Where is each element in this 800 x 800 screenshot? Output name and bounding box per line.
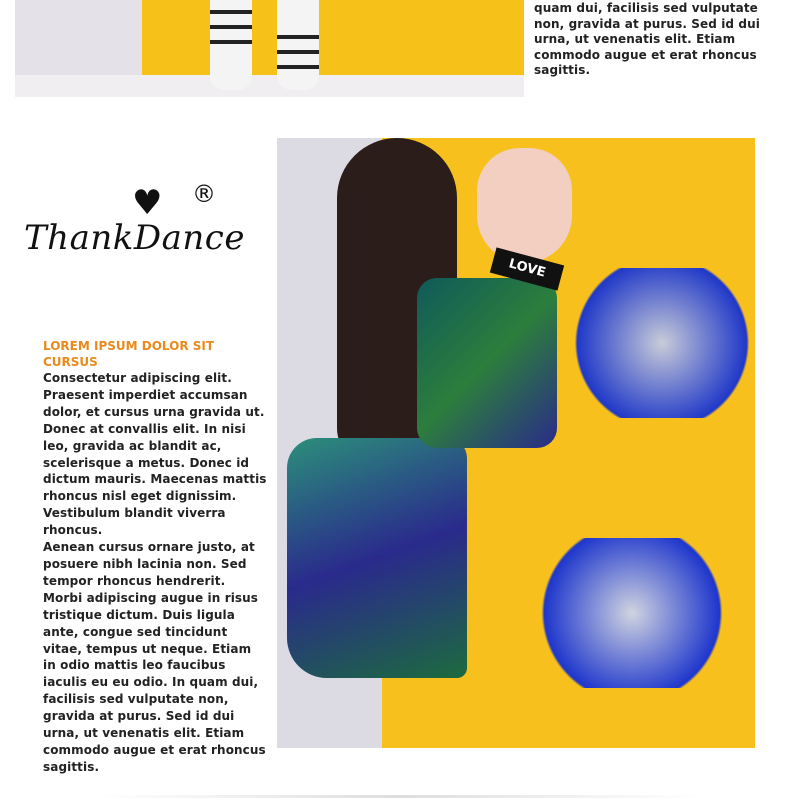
sequin-top <box>417 278 557 448</box>
pompom <box>527 538 737 688</box>
text-line: urna, ut venenatis elit. Etiam <box>534 32 736 46</box>
pompom <box>567 268 755 418</box>
text-line: commodo augue et erat rhoncus <box>534 47 757 62</box>
face <box>477 148 572 263</box>
section-body <box>43 370 268 776</box>
paragraph: Consectetur adipiscing elit. Praesent imperdiet accumsan dolor, et cursus urna gravida ut. Donec at convallis elit. In nisi leo, gravida ac blandit ac, scelerisque a metus. Donec id dictum mauris. Maecenas mattis rhoncus nisl eget dignissim. Vestibulum blandit viverra rhoncus. <box>43 371 267 538</box>
paragraph: Aenean cursus ornare justo, at posuere nibh lacinia non. Sed tempor rhoncus hendrerit. Morbi adipiscing augue in risus tristique dictum. Duis ligula ante, congue sed tincidunt vitae, tempus ut neque. Etiam in odio mattis leo faucibus iaculis eu eu odio. In quam dui, facilisis sed vulputate non, gravida at purus. Sed id dui urna, ut venenatis elit. Etiam commodo augue et erat rhoncus sagittis. <box>43 540 266 774</box>
floor <box>15 75 524 97</box>
sequin-skirt <box>287 438 467 678</box>
product-photo-main <box>277 138 755 748</box>
brand-name: ThankDance <box>24 218 245 258</box>
registered-mark: ® <box>192 180 216 208</box>
top-description <box>534 1 774 79</box>
text-line: quam dui, facilisis sed vulputate <box>534 1 758 15</box>
divider <box>100 795 700 798</box>
sock <box>277 0 319 90</box>
text-line: non, gravida at purus. Sed id dui <box>534 16 760 31</box>
product-photo-top <box>15 0 524 97</box>
neckband: LOVE <box>490 247 564 290</box>
heart-icon: ♥ <box>132 183 163 223</box>
sock <box>210 0 252 90</box>
text-line: sagittis. <box>534 63 591 77</box>
section-heading: LOREM IPSUM DOLOR SIT CURSUS <box>43 339 215 369</box>
brand-logo <box>24 180 245 260</box>
